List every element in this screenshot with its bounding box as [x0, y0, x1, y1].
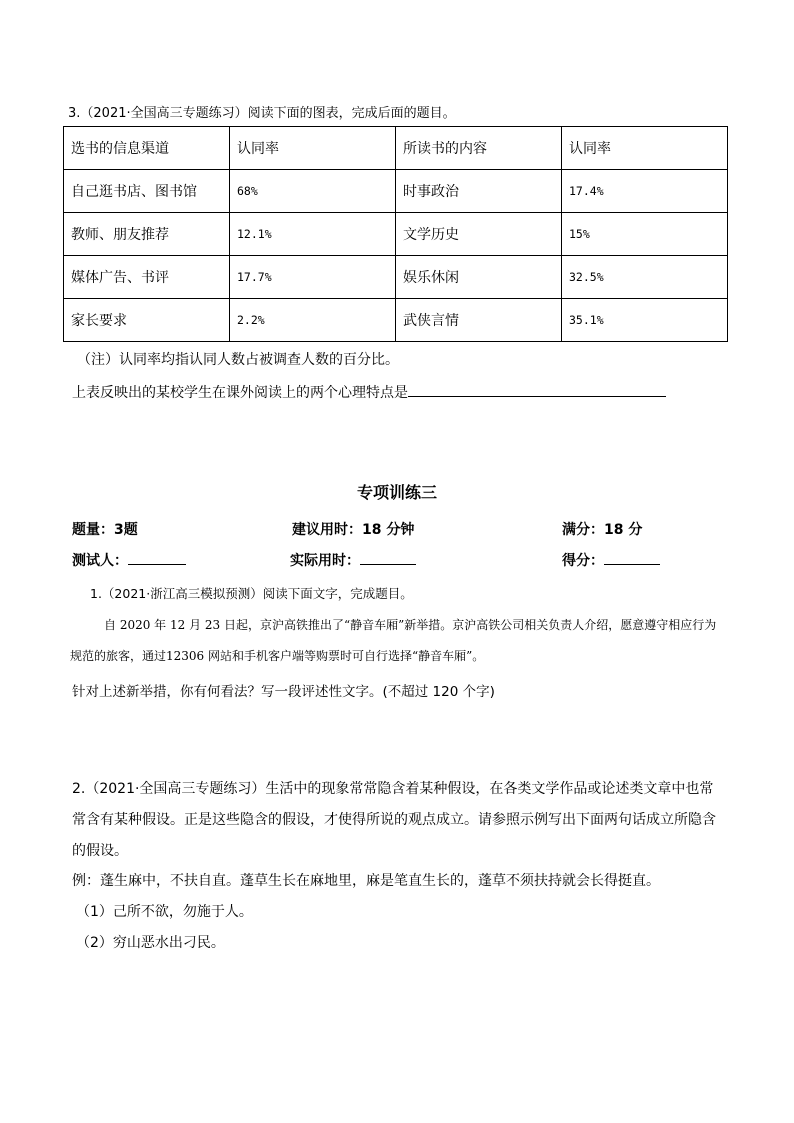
question-2-item-1: （1）己所不欲，勿施于人。: [76, 904, 253, 920]
score-field: [562, 550, 660, 570]
question-1-stem: 1.（2021·浙江高三模拟预测）阅读下面文字，完成题目。: [90, 586, 413, 601]
table-cell: 17.7%: [230, 256, 396, 299]
tester-label: 测试人：: [72, 553, 128, 569]
actual-time-label: 实际用时：: [290, 553, 360, 569]
table-cell: 家长要求: [64, 299, 230, 342]
header-channel: 选书的信息渠道: [64, 127, 230, 170]
table-cell: 17.4%: [562, 170, 728, 213]
question-2-stem: 2.（2021·全国高三专题练习）生活中的现象常常隐含着某种假设，在各类文学作品或论述类文章中也常常含有某种假设。正是这些隐含的假设，才使得所说的观点成立。请参照示例写出下面两句话成立所隐含的假设。: [72, 781, 716, 859]
question-2-item-2: （2）穷山恶水出刁民。: [76, 935, 225, 951]
table-cell: 武侠言情: [396, 299, 562, 342]
actual-time-blank[interactable]: [360, 550, 416, 565]
table-row: [64, 213, 728, 256]
table-cell: 娱乐休闲: [396, 256, 562, 299]
tester-field: [72, 550, 186, 570]
table-cell: 媒体广告、书评: [64, 256, 230, 299]
fill-prompt-text: 上表反映出的某校学生在课外阅读上的两个心理特点是: [72, 385, 408, 401]
score-blank[interactable]: [604, 550, 660, 565]
question-3-prompt: [72, 382, 666, 402]
table-cell: 时事政治: [396, 170, 562, 213]
survey-table: [63, 126, 728, 342]
table-row: [64, 170, 728, 213]
table-row: [64, 256, 728, 299]
question-3-stem: 3.（2021·全国高三专题练习）阅读下面的图表，完成后面的题目。: [68, 106, 456, 121]
table-cell: 68%: [230, 170, 396, 213]
table-cell: 教师、朋友推荐: [64, 213, 230, 256]
table-cell: 2.2%: [230, 299, 396, 342]
table-cell: 15%: [562, 213, 728, 256]
question-count: 题量：3题: [72, 522, 138, 538]
header-rate: 认同率: [230, 127, 396, 170]
table-cell: 35.1%: [562, 299, 728, 342]
actual-time-field: [290, 550, 416, 570]
tester-blank[interactable]: [128, 550, 186, 565]
suggested-time: 建议用时：18 分钟: [292, 522, 415, 538]
table-cell: 文学历史: [396, 213, 562, 256]
section-title: 专项训练三: [356, 483, 437, 502]
question-1-task: 针对上述新举措，你有何看法？写一段评述性文字。(不超过 120 个字): [72, 684, 495, 700]
question-1-passage: 自 2020 年 12 月 23 日起，京沪高铁推出了“静音车厢”新举措。京沪高铁公司相关负责人介绍，愿意遵守相应行为规范的旅客，通过12306 网站和手机客户端等购票时可自行选择“静音车厢”。: [70, 618, 717, 663]
table-cell: 12.1%: [230, 213, 396, 256]
header-rate: 认同率: [562, 127, 728, 170]
header-content: 所读书的内容: [396, 127, 562, 170]
table-cell: 32.5%: [562, 256, 728, 299]
question-2-example: 例：蓬生麻中，不扶自直。蓬草生长在麻地里，麻是笔直生长的，蓬草不须扶持就会长得挺直。: [72, 873, 660, 889]
table-row: [64, 299, 728, 342]
answer-blank[interactable]: [408, 382, 666, 397]
table-cell: 自己逛书店、图书馆: [64, 170, 230, 213]
table-header-row: [64, 127, 728, 170]
full-score: 满分：18 分: [562, 522, 643, 538]
score-label: 得分：: [562, 553, 604, 569]
table-note: （注）认同率均指认同人数占被调查人数的百分比。: [77, 352, 399, 368]
